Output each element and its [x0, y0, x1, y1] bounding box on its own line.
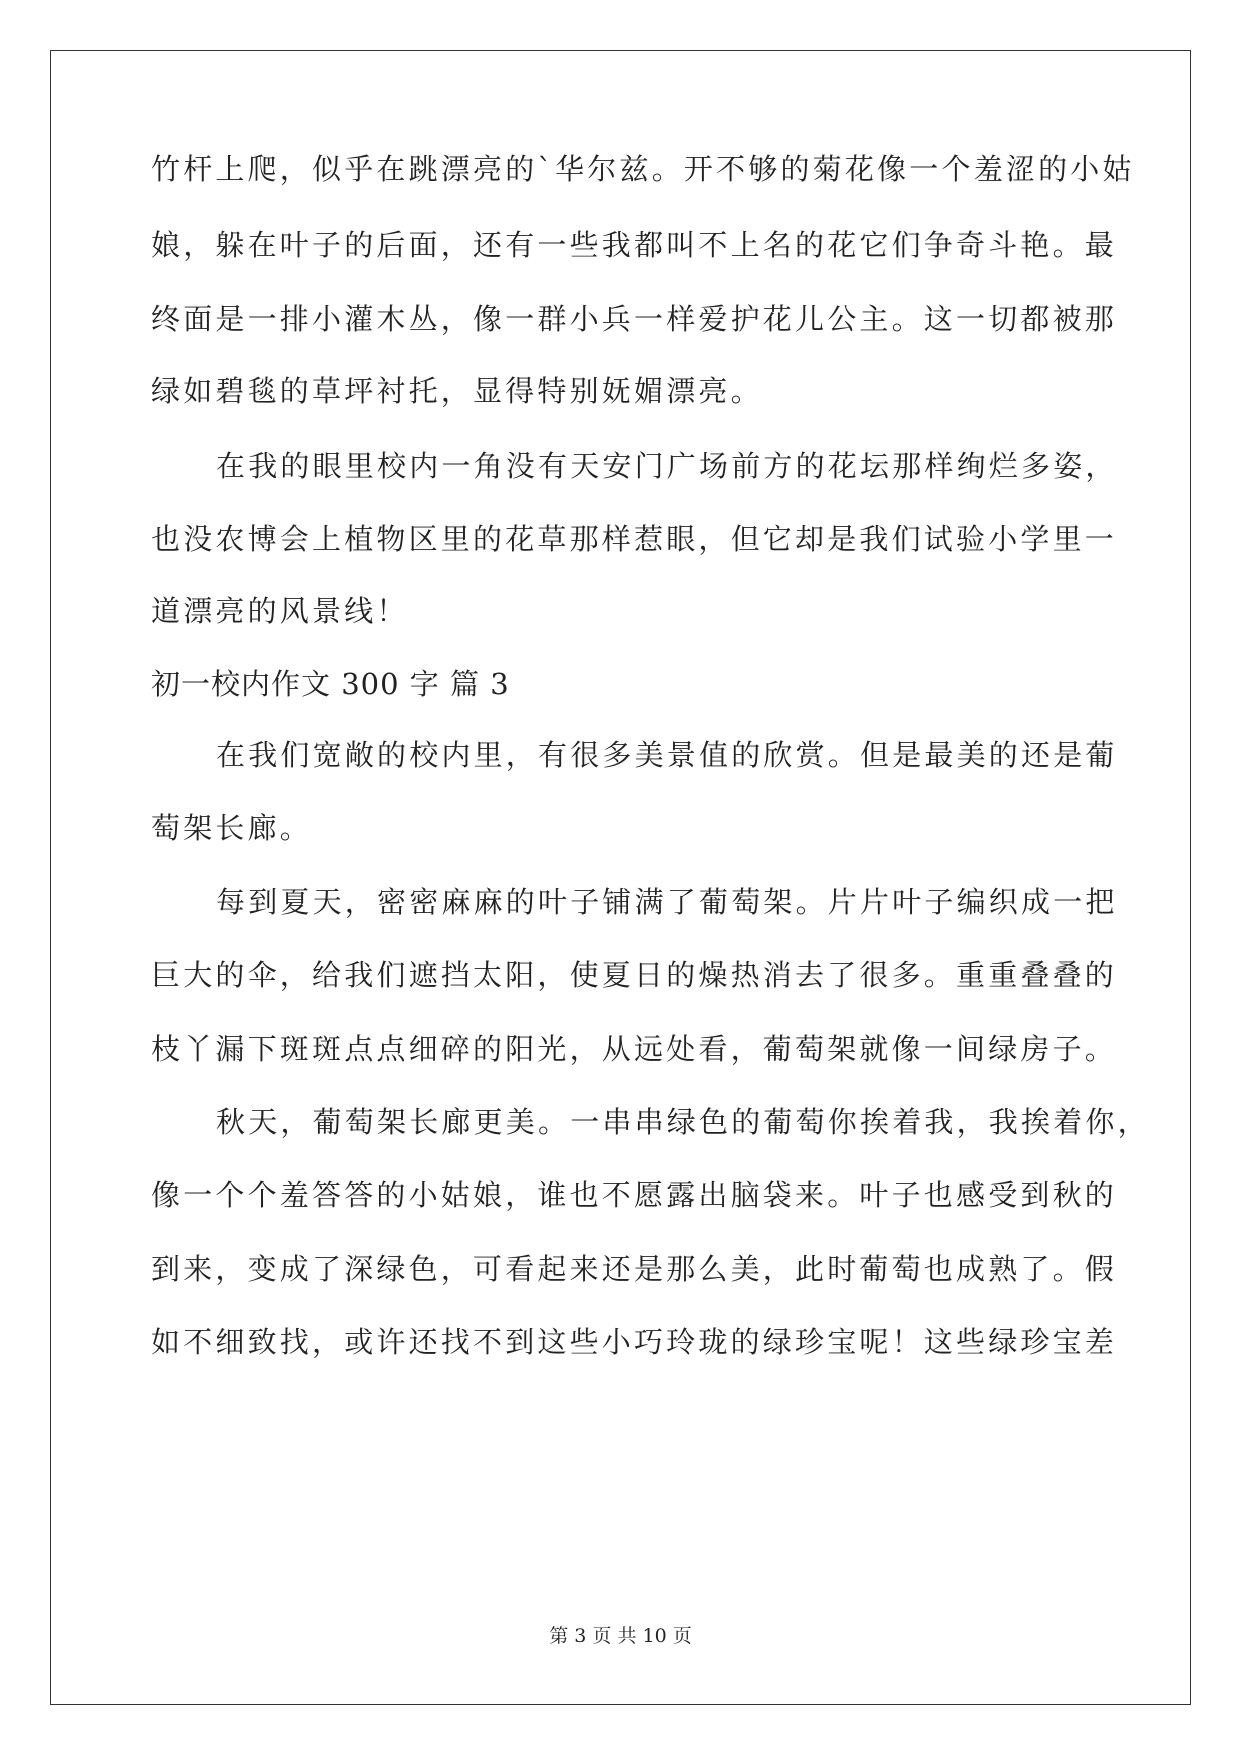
text-line: 秋天，葡萄架长廊更美。一串串绿色的葡萄你挨着我，我挨着你， — [216, 1105, 1150, 1139]
text-line: 像一个个羞答答的小姑娘，谁也不愿露出脑袋来。叶子也感受到秋的 — [151, 1178, 1118, 1212]
section-heading: 初一校内作文 300 字 篇 3 — [151, 667, 510, 701]
text-line: 在我们宽敞的校内里，有很多美景值的欣赏。但是最美的还是葡 — [216, 738, 1118, 772]
text-line: 竹杆上爬，似乎在跳漂亮的`华尔兹。开不够的菊花像一个羞涩的小姑 — [151, 152, 1135, 186]
text-line: 到来，变成了深绿色，可看起来还是那么美，此时葡萄也成熟了。假 — [151, 1252, 1118, 1286]
text-line: 道漂亮的风景线！ — [151, 594, 409, 628]
text-line: 娘，躲在叶子的后面，还有一些我都叫不上名的花它们争奇斗艳。最 — [151, 228, 1118, 262]
text-line: 巨大的伞，给我们遮挡太阳，使夏日的燥热消去了很多。重重叠叠的 — [151, 958, 1118, 992]
page-number: 第 3 页 共 10 页 — [549, 1625, 692, 1647]
text-line: 萄架长廊。 — [151, 811, 313, 845]
text-line: 绿如碧毯的草坪衬托，显得特别妩媚漂亮。 — [151, 374, 763, 408]
text-line: 如不细致找，或许还找不到这些小巧玲珑的绿珍宝呢！这些绿珍宝差 — [151, 1325, 1118, 1359]
text-line: 终面是一排小灌木丛，像一群小兵一样爱护花儿公主。这一切都被那 — [151, 302, 1118, 336]
text-line: 枝丫漏下斑斑点点细碎的阳光，从远处看，葡萄架就像一间绿房子。 — [151, 1032, 1118, 1066]
text-line: 每到夏天，密密麻麻的叶子铺满了葡萄架。片片叶子编织成一把 — [216, 885, 1118, 919]
text-line: 也没农博会上植物区里的花草那样惹眼，但它却是我们试验小学里一 — [151, 522, 1118, 556]
text-line: 在我的眼里校内一角没有天安门广场前方的花坛那样绚烂多姿， — [216, 449, 1118, 483]
